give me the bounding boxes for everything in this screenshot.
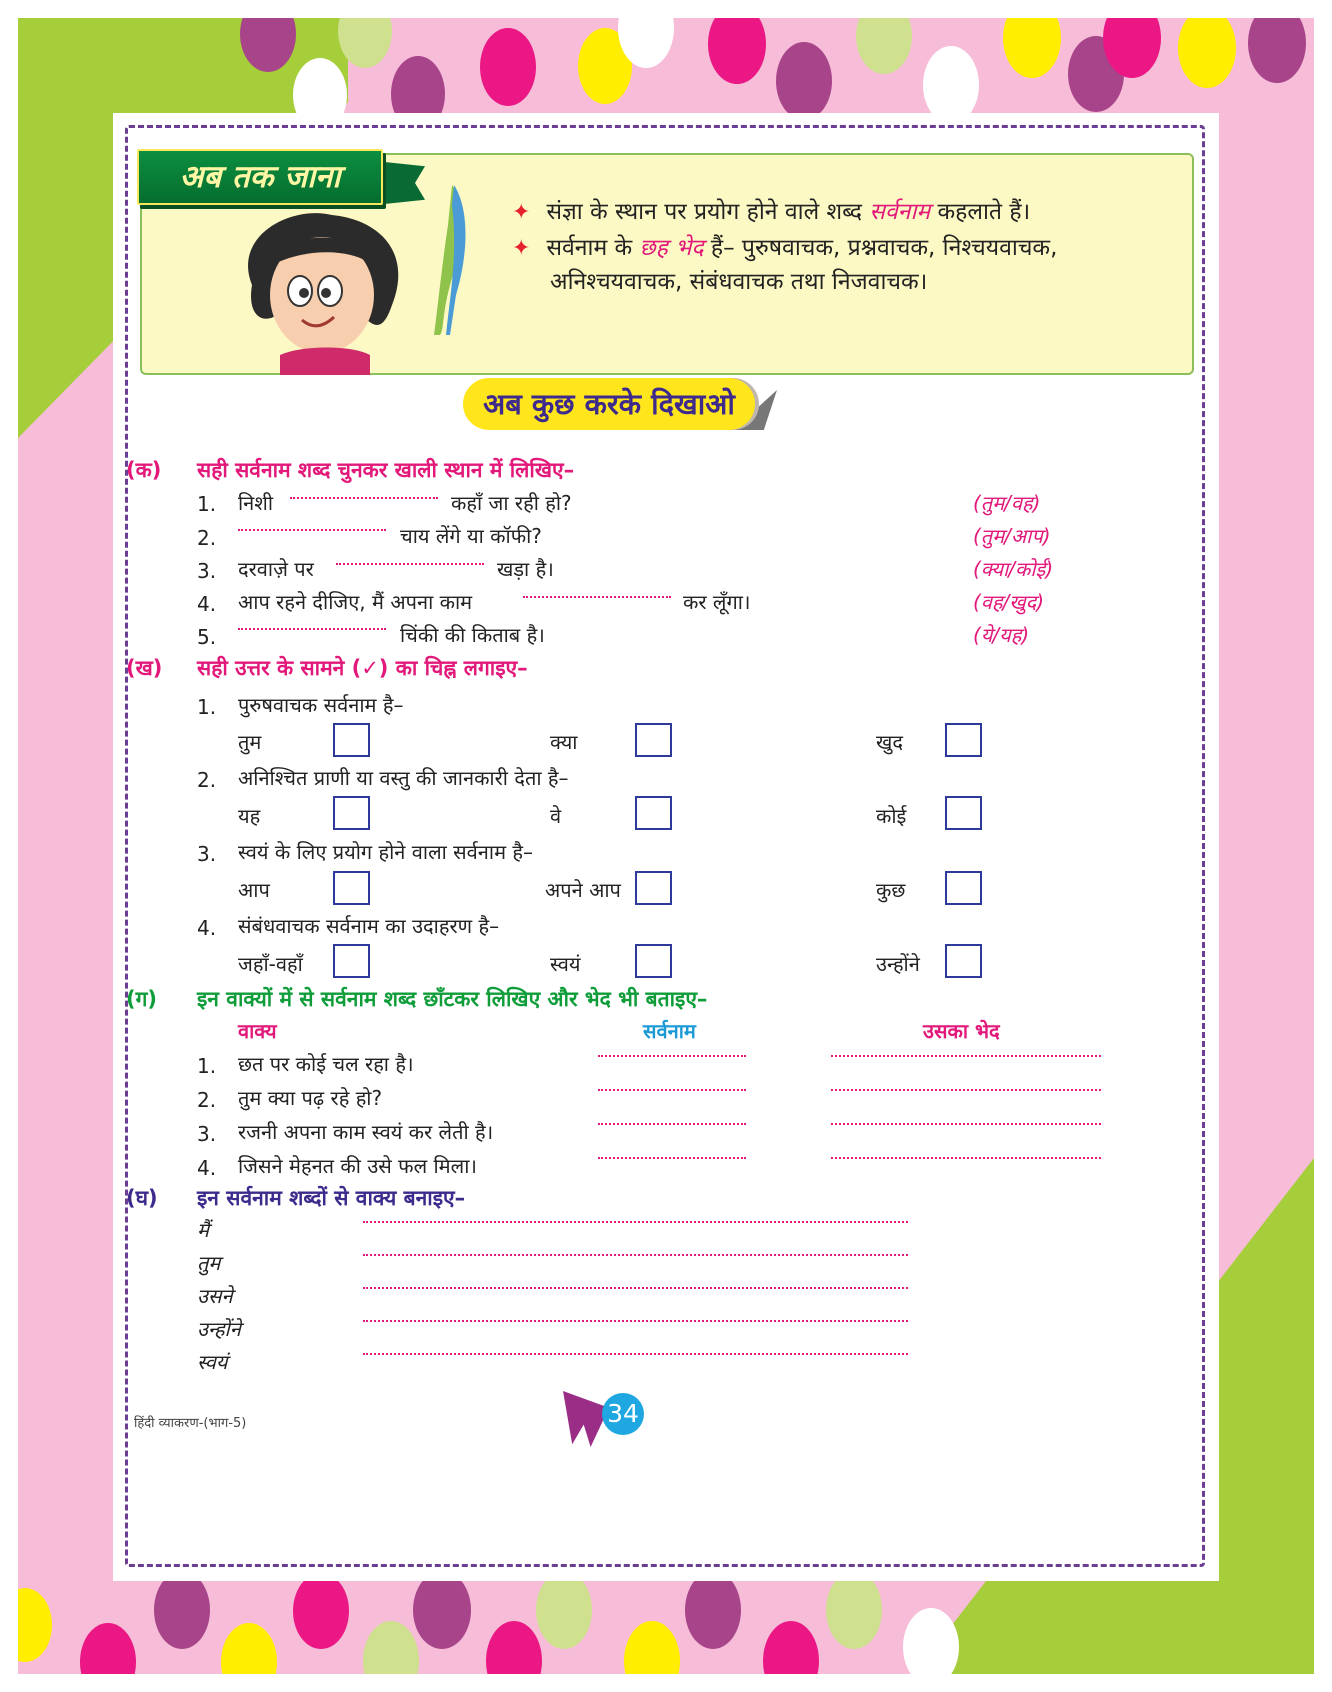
blank-line[interactable] [238,628,386,630]
row-number: 4. [197,1156,217,1180]
section-kha-label: (ख) [126,656,163,680]
row-sentence: रजनी अपना काम स्वयं कर लेती है। [238,1120,494,1144]
option-label: जहाँ-वहाँ [238,952,303,976]
item-text: कर लूँगा। [683,590,751,614]
checkbox[interactable] [333,871,370,905]
polka-dot [18,1588,52,1662]
star-bullet-icon: ✦ [512,200,531,225]
worksheet-page [113,113,1219,1581]
option-label: तुम [238,730,262,754]
polka-dot [363,1621,419,1674]
polka-dot [480,28,536,106]
row-number: 2. [197,1088,217,1112]
type-blank[interactable] [831,1055,1101,1057]
sentence-blank[interactable] [363,1287,908,1289]
page-number: 34 [602,1393,644,1435]
polka-dot [763,1621,819,1674]
checkbox[interactable] [945,796,982,830]
book-title: हिंदी व्याकरण-(भाग-5) [134,1416,247,1431]
polka-dot [624,1621,680,1674]
blank-line[interactable] [238,529,386,531]
option-label: वे [550,804,562,828]
pronoun-word: तुम [197,1251,221,1275]
row-sentence: तुम क्या पढ़ रहे हो? [238,1086,383,1110]
section-gha-label: (घ) [126,1186,158,1210]
question-number: 4. [197,916,217,940]
checkbox[interactable] [333,796,370,830]
question-text: पुरुषवाचक सर्वनाम है– [238,693,404,717]
pronoun-word: उसने [197,1284,233,1308]
question-number: 1. [197,695,217,719]
options-hint: (तुम/आप) [973,524,1051,548]
option-label: खुद [876,730,903,754]
column-header-pronoun: सर्वनाम [643,1019,696,1043]
option-label: अपने आप [545,878,621,902]
polka-dot [826,1571,882,1649]
checkbox[interactable] [635,723,672,757]
sentence-blank[interactable] [363,1320,908,1322]
column-header-type: उसका भेद [923,1019,1000,1043]
section-gha-instruction: इन सर्वनाम शब्दों से वाक्य बनाइए– [197,1186,466,1210]
polka-dot [1178,18,1236,88]
checkbox[interactable] [945,944,982,978]
star-bullet-icon: ✦ [512,236,531,261]
option-label: स्वयं [550,952,581,976]
item-text: दरवाज़े पर [238,557,314,581]
column-header-sentence: वाक्य [238,1019,277,1043]
checkbox[interactable] [333,723,370,757]
polka-dot [154,1571,210,1649]
option-label: यह [238,804,261,828]
item-text: निशी [238,491,274,515]
type-blank[interactable] [831,1123,1101,1125]
blank-line[interactable] [523,596,671,598]
section-ga-instruction: इन वाक्यों में से सर्वनाम शब्द छाँटकर लिखिए और भेद भी बताइए– [197,987,708,1011]
sentence-blank[interactable] [363,1254,908,1256]
polka-dot [486,1621,542,1674]
row-number: 1. [197,1054,217,1078]
checkbox[interactable] [635,796,672,830]
item-text: चाय लेंगे या कॉफी? [400,524,542,548]
checkbox[interactable] [945,871,982,905]
item-text: खड़ा है। [497,557,554,581]
pronoun-blank[interactable] [598,1089,746,1091]
option-label: उन्होंने [876,952,920,976]
girl-illustration [222,205,422,375]
options-hint: (तुम/वह) [973,491,1041,515]
pronoun-word: उन्होंने [197,1317,241,1341]
pronoun-word: स्वयं [197,1350,228,1374]
option-label: कुछ [876,878,906,902]
item-number: 4. [197,592,217,616]
question-number: 2. [197,768,217,792]
checkbox[interactable] [635,944,672,978]
polka-dot [708,18,766,84]
polka-dot [80,1623,136,1674]
row-sentence: छत पर कोई चल रहा है। [238,1052,414,1076]
ribbon-decoration [432,185,472,335]
polka-dot [856,18,912,74]
info-line-3: अनिश्चयवाचक, संबंधवाचक तथा निजवाचक। [550,269,928,295]
question-number: 3. [197,842,217,866]
row-number: 3. [197,1122,217,1146]
blank-line[interactable] [336,563,484,565]
options-hint: (वह/खुद) [973,590,1045,614]
type-blank[interactable] [831,1089,1101,1091]
activity-title: अब कुछ करके दिखाओ [463,378,755,430]
checkbox[interactable] [635,871,672,905]
section-ka-instruction: सही सर्वनाम शब्द चुनकर खाली स्थान में लिखिए– [197,458,575,482]
polka-dot [221,1623,277,1674]
option-label: आप [238,878,270,902]
polka-dot [536,1571,592,1649]
pronoun-blank[interactable] [598,1157,746,1159]
polka-dot [413,1571,471,1649]
item-text: कहाँ जा रही हो? [451,491,572,515]
polka-dot [1003,18,1061,78]
question-text: अनिश्चित प्राणी या वस्तु की जानकारी देता है– [238,766,569,790]
polka-dot [903,1608,959,1674]
option-label: कोई [876,804,907,828]
options-hint: (क्या/कोई) [973,557,1054,581]
info-line-1: ✦ संज्ञा के स्थान पर प्रयोग होने वाले शब्द सर्वनाम कहलाते हैं। [512,199,1031,225]
item-number: 3. [197,559,217,583]
item-text: आप रहने दीजिए, मैं अपना काम [238,590,473,614]
checkbox[interactable] [945,723,982,757]
checkbox[interactable] [333,944,370,978]
section-ka-label: (क) [126,458,162,482]
pronoun-blank[interactable] [598,1055,746,1057]
row-sentence: जिसने मेहनत की उसे फल मिला। [238,1154,477,1178]
question-text: संबंधवाचक सर्वनाम का उदाहरण है– [238,914,500,938]
item-number: 2. [197,526,217,550]
question-text: स्वयं के लिए प्रयोग होने वाला सर्वनाम है– [238,840,534,864]
polka-dot [293,1573,349,1649]
blank-line[interactable] [290,497,438,499]
info-line-2: ✦ सर्वनाम के छह भेद हैं– पुरुषवाचक, प्रश्नवाचक, निश्चयवाचक, [512,235,1058,261]
section-kha-instruction: सही उत्तर के सामने (✓) का चिह्न लगाइए– [197,656,528,680]
option-label: क्या [550,730,578,754]
type-blank[interactable] [831,1157,1101,1159]
item-text: चिंकी की किताब है। [400,623,545,647]
pronoun-word: मैं [197,1218,209,1242]
options-hint: (ये/यह) [973,623,1030,647]
item-number: 5. [197,625,217,649]
polka-dot [1248,18,1306,83]
section-ga-label: (ग) [126,987,158,1011]
section-banner: अब तक जाना [137,149,383,205]
polka-dot [776,42,832,120]
pronoun-blank[interactable] [598,1123,746,1125]
item-number: 1. [197,492,217,516]
sentence-blank[interactable] [363,1221,908,1223]
sentence-blank[interactable] [363,1353,908,1355]
polka-dot [685,1571,741,1649]
